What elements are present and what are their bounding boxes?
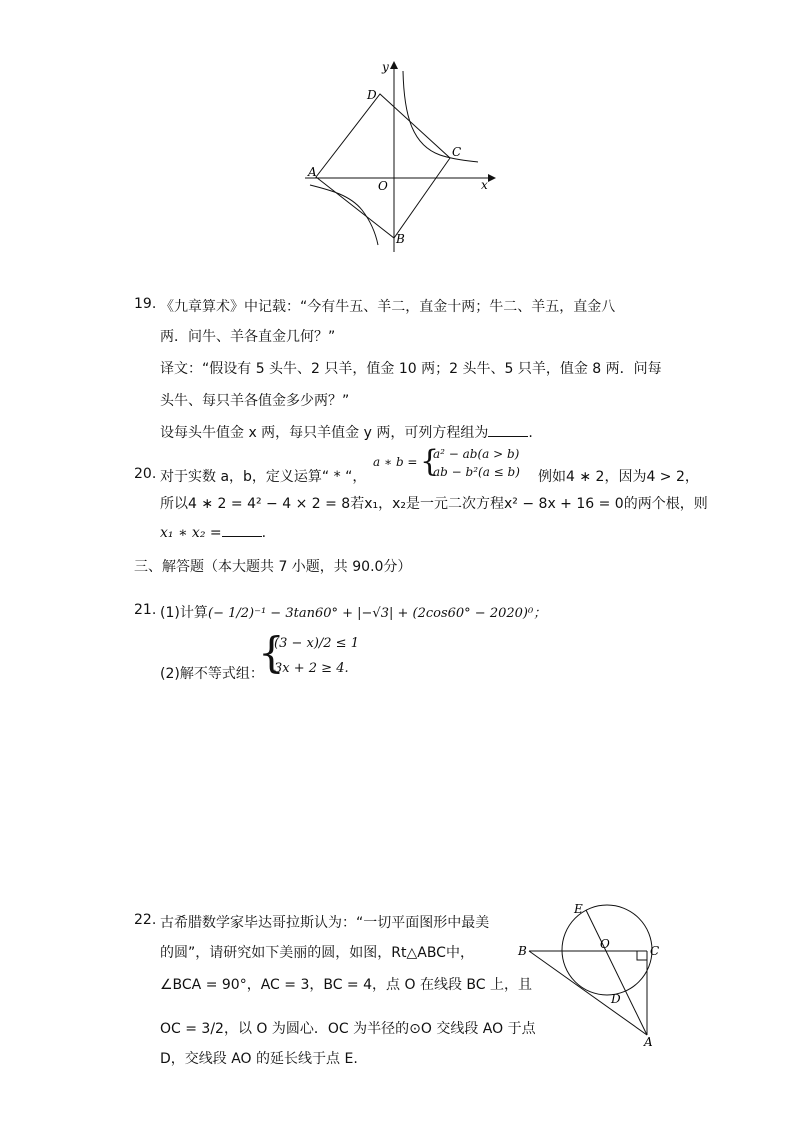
right-angle-mark <box>637 951 647 960</box>
q20-line1b: 例如4 ∗ 2，因为4 > 2， <box>538 469 699 485</box>
label-E: E <box>574 902 583 916</box>
q21-part1-expr: (− 1/2)⁻¹ − 3tan60° + |−√3| + (2cos60° − 2020)⁰； <box>208 606 547 621</box>
q19-line3: 译文：“假设有 5 头牛、2 只羊，值金 10 两；2 头牛、5 只羊，值金 8 两．问每 <box>160 361 662 377</box>
q22-line4: OC = 3/2，以 O 为圆心．OC 为半径的⊙O 交线段 AO 于点 <box>160 1021 536 1037</box>
q19-answer-blank[interactable] <box>488 424 528 437</box>
square-ABCD <box>316 94 450 238</box>
q20-number: 20. <box>134 466 157 482</box>
q20-def-case1: a² − ab(a > b) <box>433 447 520 461</box>
q20-line3-end: . <box>261 525 267 541</box>
q20-line2: 所以4 ∗ 2 = 4² − 4 × 2 = 8若x₁，x₂是一元二次方程x² − 8x + 16 = 0的两个根，则 <box>160 496 708 512</box>
y-axis-arrow <box>390 61 398 69</box>
q20-line1a: 对于实数 a，b，定义运算“ * “， <box>160 469 367 485</box>
q21-part1-label: (1)计算 <box>160 605 208 621</box>
q22-line1: 古希腊数学家毕达哥拉斯认为：“一切平面图形中最美 <box>160 915 490 931</box>
q19-line5-text: 设每头牛值金 x 两，每只羊值金 y 两，可列方程组为 <box>160 425 489 441</box>
label-B: B <box>396 232 405 246</box>
coordinate-figure <box>300 55 500 255</box>
q19-line5 <box>160 422 533 442</box>
q21-number: 21. <box>134 602 157 618</box>
section-3-heading: 三、解答题（本大题共 7 小题，共 90.0分） <box>134 559 412 575</box>
label-O: O <box>378 179 388 193</box>
q22-number: 22. <box>134 912 157 928</box>
q21-ineq2: 3x + 2 ≥ 4. <box>274 661 349 676</box>
q20-answer-blank[interactable] <box>222 524 262 537</box>
q19-line4: 头牛、每只羊各值金多少两？” <box>160 393 350 409</box>
q20-line3 <box>160 524 266 541</box>
hyperbola-lower <box>310 185 378 245</box>
q22-line3: ∠BCA = 90°，AC = 3，BC = 4，点 O 在线段 BC 上，且 <box>160 977 532 993</box>
label-A: A <box>308 165 317 179</box>
q20-def-lhs: a ∗ b = <box>373 455 418 469</box>
segment-BA <box>529 951 647 1035</box>
q19-line1: 《九章算术》中记载：“今有牛五、羊二，直金十两；牛二、羊五，直金八 <box>160 299 616 315</box>
label-A2: A <box>644 1035 653 1048</box>
segment-EA <box>586 910 647 1035</box>
q19-line2: 两．问牛、羊各直金几何？” <box>160 329 336 345</box>
q21-part2-label: (2)解不等式组： <box>160 666 264 682</box>
label-y: y <box>382 60 389 74</box>
circle-triangle-figure <box>512 898 672 1048</box>
q20-def-case2: ab − b²(a ≤ b) <box>433 465 520 479</box>
label-x: x <box>481 178 488 192</box>
q21-brace: { <box>258 628 285 677</box>
label-D2: D <box>611 992 621 1006</box>
label-D: D <box>367 88 377 102</box>
hyperbola-upper <box>403 71 478 162</box>
x-axis-arrow <box>488 174 496 182</box>
q22-line2: 的圆”，请研究如下美丽的圆，如图，Rt△ABC中， <box>160 945 474 961</box>
q19-line5-end: . <box>528 425 533 441</box>
label-O2: O <box>600 937 610 951</box>
q22-line5: D，交线段 AO 的延长线于点 E. <box>160 1051 358 1067</box>
q19-number: 19. <box>134 296 157 312</box>
q20-def-brace: { <box>420 444 440 479</box>
label-C: C <box>452 145 462 159</box>
q20-line3-text: x₁ ∗ x₂ = <box>160 525 222 541</box>
label-C2: C <box>650 944 660 958</box>
q21-ineq1: (3 − x)/2 ≤ 1 <box>274 636 359 651</box>
label-B2: B <box>518 944 527 958</box>
